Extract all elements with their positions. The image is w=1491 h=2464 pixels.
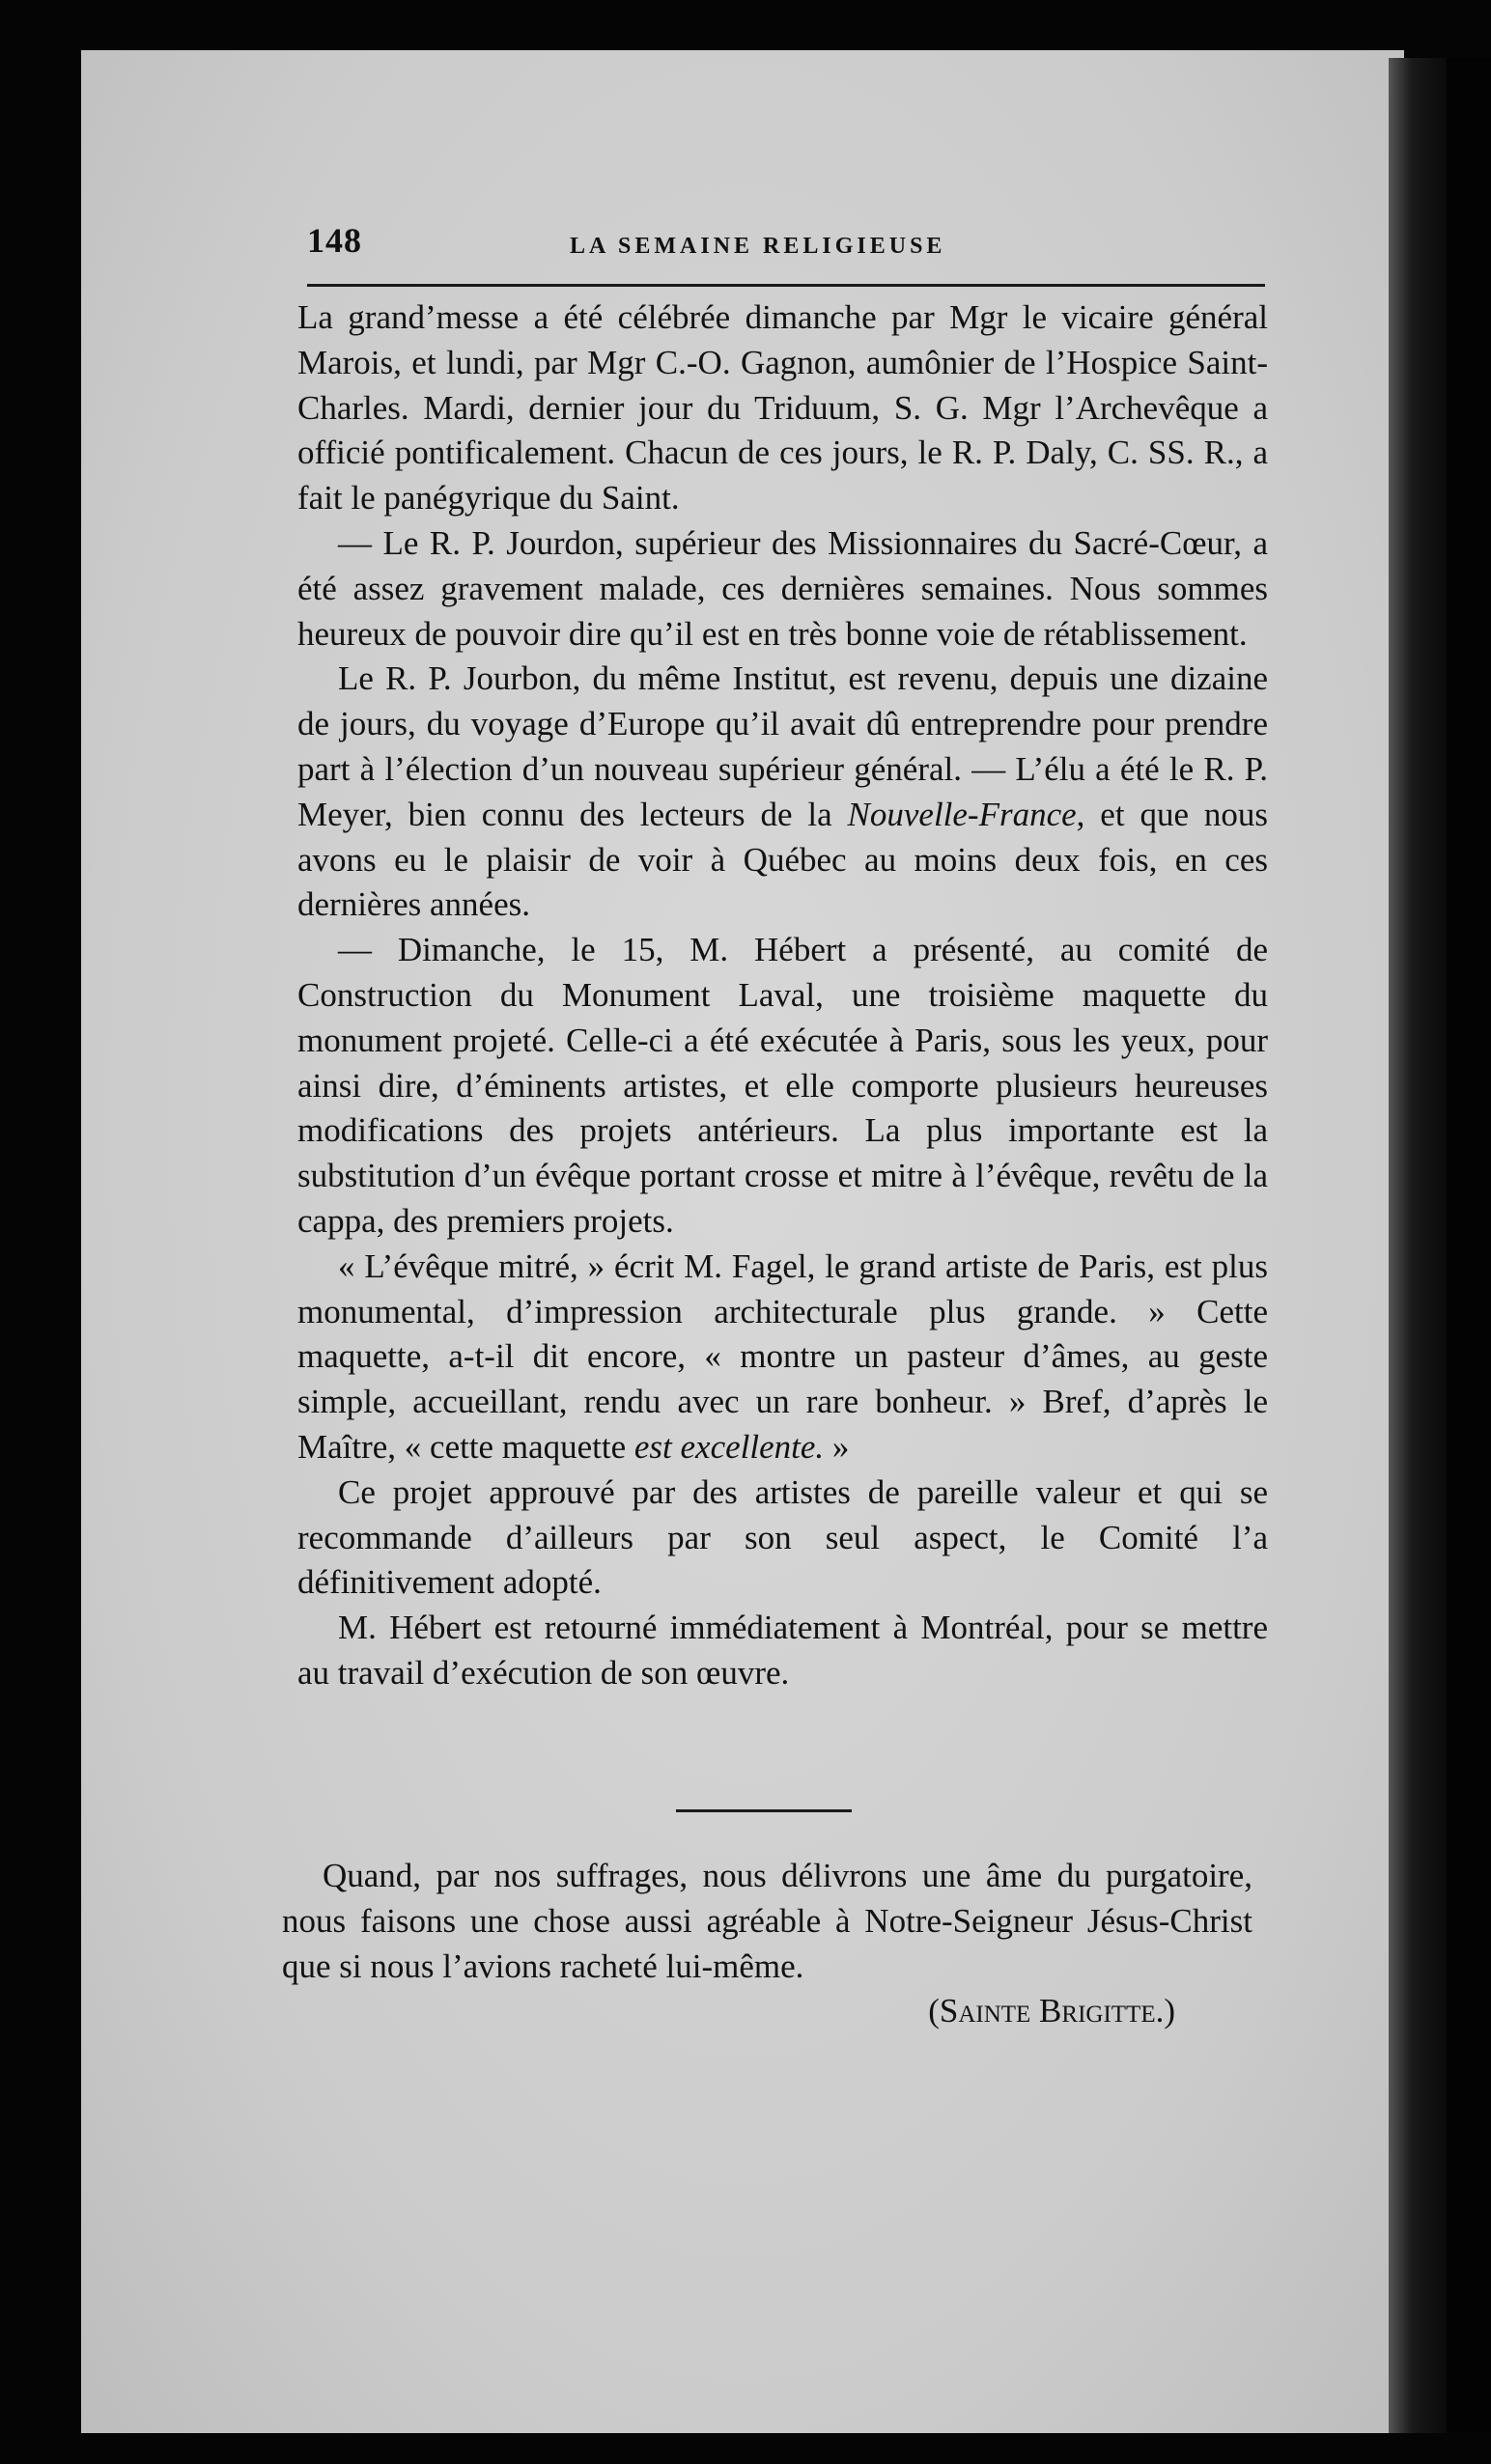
paragraph	[297, 295, 1268, 521]
paragraph-text: M. Hébert est retourné immédiatement à Montréal, pour se mettre au travail d’exécution de son œuvre.	[297, 1609, 1268, 1692]
running-head: LA SEMAINE RELIGIEUSE	[570, 234, 946, 259]
paragraph-text: — Le R. P. Jourdon, supérieur des Missionnaires du Sacré-Cœur, a été assez gravement malade, ces dernières semaines. Nous sommes heureux de pouvoir dire qu’il est en très bonne voie de rétablissement.	[297, 523, 1268, 653]
paragraph-text: Le R. P. Jourbon, du même Institut, est revenu, depuis une dizaine de jours, du voyage d’Europe qu’il avait dû entreprendre pour prendre part à l’élection d’un nouveau supérieur général. — L’élu a été le R. P. Meyer, bien connu des lecteurs de la	[297, 659, 1268, 833]
paragraph-text: La grand’messe a été célébrée dimanche par Mgr le vicaire général Marois, et lundi, par Mgr C.-O. Gagnon, aumônier de l’Hospice Saint-Charles. Mardi, dernier jour du Triduum, S. G. Mgr l’Archevêque a officié pontificalement. Chacun de ces jours, le R. P. Daly, C. SS. R., a fait le panégyrique du Saint.	[297, 298, 1268, 518]
section-separator	[676, 1809, 852, 1812]
paragraph-text: , et que nous avons eu le plaisir de voir à Québec au moins deux fois, en ces dernières années.	[297, 795, 1269, 924]
paragraph	[297, 1245, 1268, 1470]
page-header	[307, 220, 1273, 268]
quote-attribution: (Sainte Brigitte.)	[928, 1992, 1175, 2030]
italic-text: Nouvelle-France	[847, 795, 1077, 833]
italic-text: est excellente.	[633, 1427, 825, 1466]
closing-quote-block	[282, 1854, 1252, 2034]
header-rule	[307, 284, 1265, 287]
paragraph-text: Ce projet approuvé par des artistes de pareille valeur et qui se recommande d’ailleurs par son seul aspect, le Comité l’a définitivement adopté.	[297, 1472, 1268, 1602]
paragraph-text: « L’évêque mitré, » écrit M. Fagel, le grand artiste de Paris, est plus monumental, d’impression architecturale plus grande. » Cette maquette, a-t-il dit encore, « montre un pasteur d’âmes, au geste simple, accueillant, rendu avec un rare bonheur. » Bref, d’après le Maître, « cette maquette	[297, 1246, 1268, 1466]
article-body	[297, 295, 1268, 1696]
paragraph-text: — Dimanche, le 15, M. Hébert a présenté, au comité de Construction du Monument Laval, une troisième maquette du monument projeté. Celle-ci a été exécutée à Paris, sous les yeux, pour ainsi dire, d’éminents artistes, et elle comporte plusieurs heureuses modifications des projets antérieurs. La plus importante est la substitution d’un évêque portant crosse et mitre à l’évêque, revêtu de la cappa, des premiers projets.	[297, 931, 1268, 1240]
paragraph	[297, 928, 1268, 1245]
scan-edge	[1447, 58, 1491, 2433]
paragraph	[297, 1606, 1268, 1696]
paragraph	[297, 657, 1268, 928]
page-gutter-shadow	[1389, 58, 1447, 2433]
page-number: 148	[307, 221, 362, 260]
closing-quote: Quand, par nos suffrages, nous délivrons une âme du purgatoire, nous faisons une chose aussi agréable à Notre-Seigneur Jésus-Christ que si nous l’avions racheté lui-même.	[282, 1857, 1252, 1985]
paragraph-text: »	[824, 1427, 850, 1466]
paragraph	[297, 521, 1268, 657]
paragraph	[297, 1470, 1268, 1606]
